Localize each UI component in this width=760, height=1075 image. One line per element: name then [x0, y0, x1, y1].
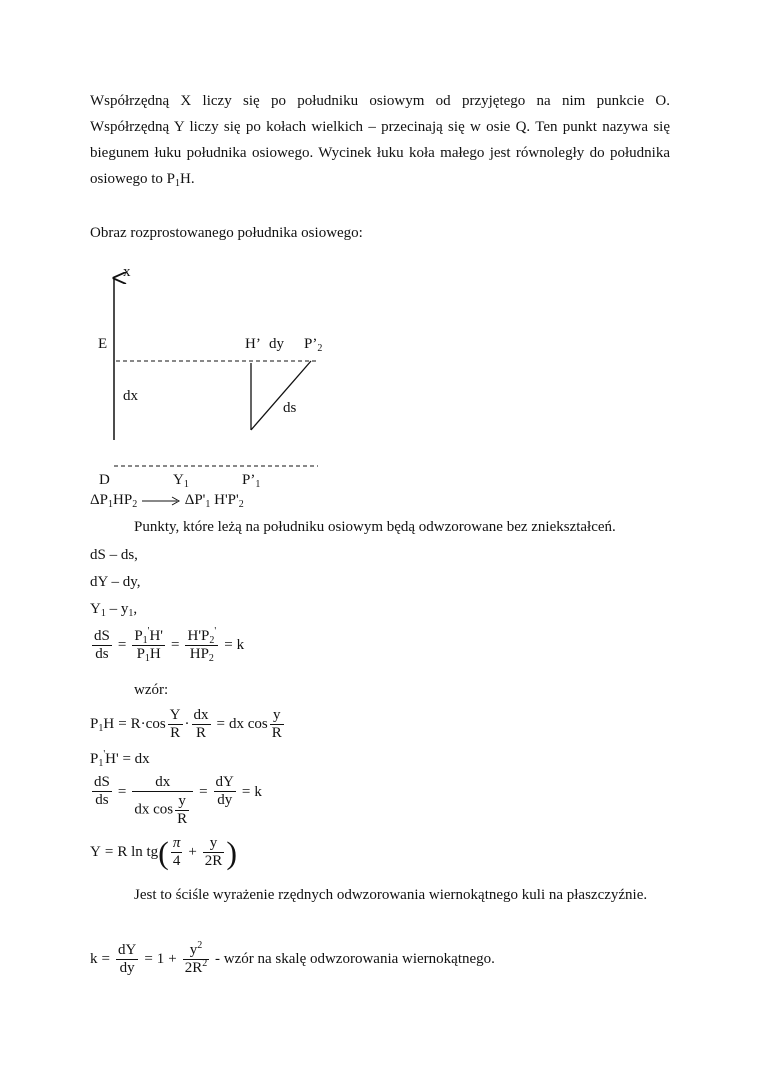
label-y1: $Y_1$ — [173, 472, 189, 490]
statement-conformal: Jest to ściśle wyrażenie rzędnych odwzorowania wiernokątnego kuli na płaszczyźnie. — [134, 887, 648, 903]
correspondence-2: dY – dy, — [90, 574, 141, 590]
label-d: D — [99, 472, 110, 488]
equation-p1h: $P_1H = R\cdot\cos$ $\frac{Y}{R}$ · $\frac{dx}{R}$ = dx cos $\frac{y}{R}$ — [90, 707, 282, 741]
label-dx: dx — [123, 388, 138, 404]
meridian-diagram — [0, 0, 760, 520]
label-p2-prime: $P’_2$ — [304, 336, 323, 354]
formula-label: wzór: — [134, 682, 169, 698]
intro-line-1: Współrzędną X liczy się po południku osiowym od przyjętego na nim punkcie O. — [90, 93, 670, 109]
equation-scale-k: k = $\frac{dY}{dy}$ = 1 + $\frac{y^2}{2R^2}$ - wzór na skalę odwzorowania wiernokątnego. — [90, 940, 495, 976]
label-dy: dy — [269, 336, 284, 352]
figure-caption: Obraz rozprostowanego południka osiowego: — [90, 225, 363, 241]
correspondence-1: dS – ds, — [90, 547, 138, 563]
intro-line-2: Współrzędną Y liczy się po kołach wielkich – przecinają się w osie Q. Ten punkt nazywa się — [90, 119, 670, 135]
intro-line-3: biegunem łuku południka osiowego. Wycinek łuku koła małego jest równoległy do południka — [90, 145, 670, 161]
equation-y-mercator: Y = R ln tg( $\frac{\pi}{4}$ + $\frac{y}{2R}$ ) — [90, 834, 237, 871]
equation-scale-ratio: $\frac{dS}{ds}$ = $\frac{P_1'H'}{P_1H}$ = $\frac{H'P_2'}{HP_2}$ = k — [94, 626, 245, 664]
equation-ds-ratio: $\frac{dS}{ds}$ = dx dx cos $\frac{y}{R}$ = $\frac{dY}{dy}$ = k — [94, 774, 262, 827]
scale-description: - wzór na skalę odwzorowania wiernokątnego. — [215, 950, 495, 967]
label-ds: ds — [283, 400, 297, 416]
label-h-prime: H’ — [245, 336, 261, 352]
triangle-hypotenuse — [251, 361, 311, 430]
label-x: x — [123, 264, 131, 280]
label-e: E — [98, 336, 108, 352]
intro-line-4: osiowego to $P_1H$. — [90, 171, 195, 189]
arrow-right-icon — [141, 496, 181, 506]
label-p1-prime: $P’_1$ — [242, 472, 261, 490]
correspondence-3: $Y_1 - y_1$, — [90, 601, 138, 619]
equation-p1h-prime: $P_1'H'$ = dx — [90, 749, 150, 769]
statement-undistorted: Punkty, które leżą na południku osiowym będą odwzorowane bez zniekształceń. — [134, 519, 616, 535]
triangle-correspondence: $\Delta P_1HP_2$ $\Delta P'_1$ $H'P'_2$ — [90, 492, 244, 510]
